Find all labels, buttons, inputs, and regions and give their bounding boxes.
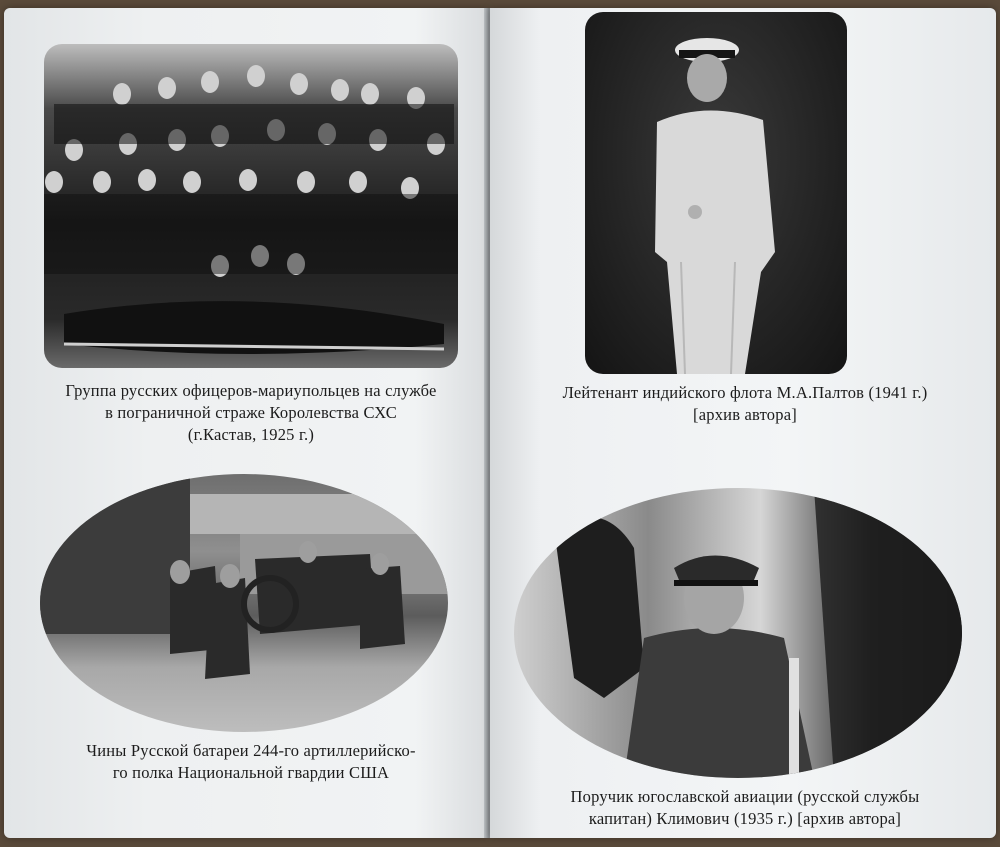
caption-line: Чины Русской батареи 244-го артиллерийско- (86, 741, 416, 760)
caption-line: го полка Национальной гвардии США (112, 763, 390, 782)
aviation-lieutenant-scene (514, 488, 962, 778)
lieutenant-figure (585, 12, 847, 374)
watermark: www.ay.by (899, 757, 952, 768)
artillery-battery-scene (40, 474, 448, 732)
caption-line: в пограничной страже Королевства СХС (105, 403, 397, 422)
caption-line: капитан) Климович (1935 г.) [архив автора] (588, 809, 902, 828)
officers-group-photo (44, 44, 458, 368)
caption-line: Поручик югославской авиации (русской службы (570, 787, 920, 806)
officers-group-figures (44, 44, 458, 368)
caption-line: [архив автора] (693, 405, 797, 424)
lieutenant-caption (500, 382, 990, 426)
aviation-lieutenant-photo (514, 488, 962, 778)
lieutenant-portrait-photo (585, 12, 847, 374)
caption-line: Лейтенант индийского флота М.А.Палтов (1941 г.) (562, 383, 928, 402)
artillery-battery-caption (20, 740, 482, 784)
aviation-lieutenant-caption (500, 786, 990, 830)
caption-line: (г.Кастав, 1925 г.) (187, 425, 315, 444)
officers-group-caption (20, 380, 482, 446)
artillery-battery-photo (40, 474, 448, 732)
caption-line: Группа русских офицеров-мариупольцев на службе (65, 381, 437, 400)
